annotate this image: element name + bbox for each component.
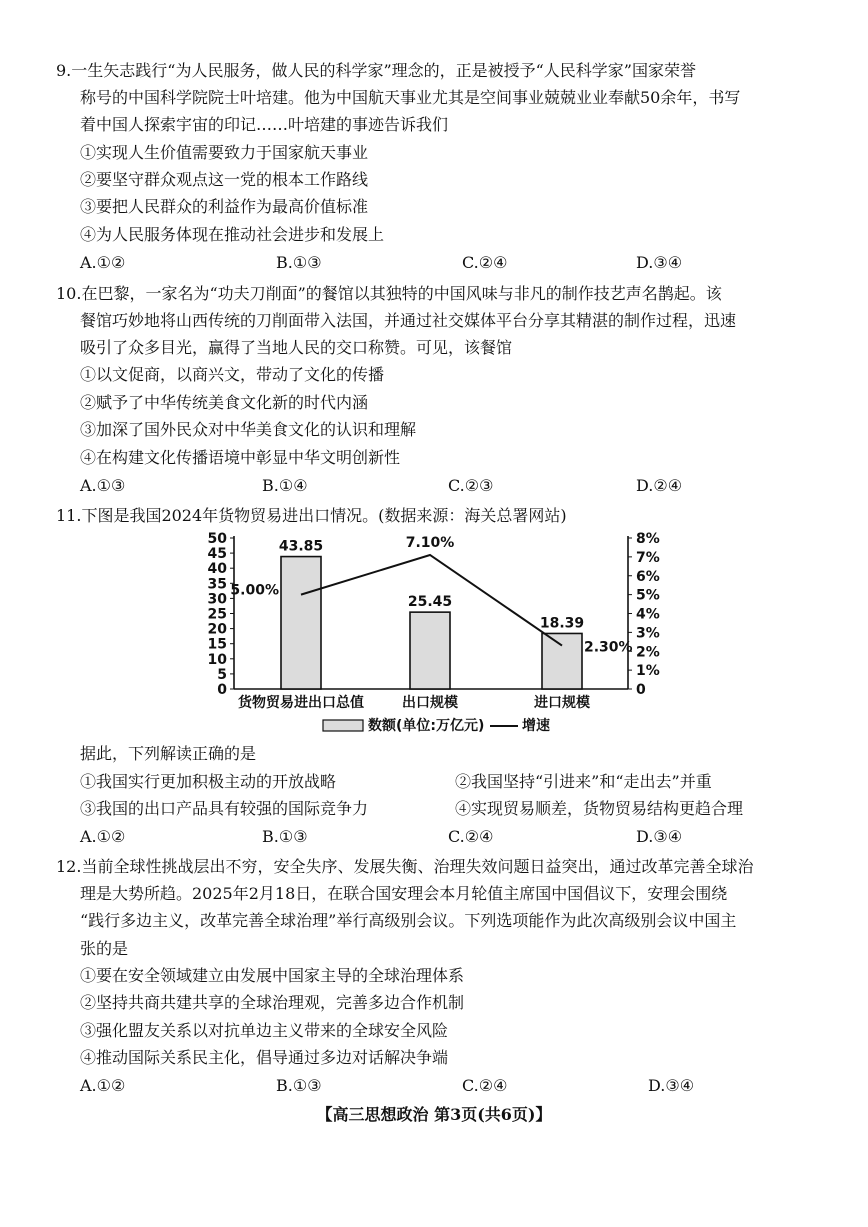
bar-value-label: 25.45 (407, 594, 453, 611)
q10-item-2: ②赋予了中华传统美食文化新的时代内涵 (80, 393, 369, 412)
q11-item-3: ③我国的出口产品具有较强的国际竞争力 (80, 799, 369, 818)
q9-item-1: ①实现人生价值需要致力于国家航天事业 (80, 143, 369, 162)
bar (410, 612, 450, 689)
right-tick-label: 2% (636, 644, 660, 661)
growth-value-label: 2.30% (584, 639, 633, 656)
growth-value-label: 7.10% (405, 534, 455, 551)
left-tick-label: 40 (207, 561, 227, 578)
q9-stem-line-2: 称号的中国科学院院士叶培建。他为中国航天事业尤其是空间事业兢兢业业奉献50余年，书写 (80, 88, 741, 107)
q12-item-2: ②坚持共商共建共享的全球治理观，完善多边合作机制 (80, 993, 465, 1012)
q9-option-c[interactable]: C.②④ (462, 253, 508, 272)
q11-after-chart: 据此，下列解读正确的是 (80, 744, 257, 763)
q10-item-4: ④在构建文化传播语境中彰显中华文明创新性 (80, 448, 401, 467)
q9-stem-line-1: 9.一生矢志践行“为人民服务，做人民的科学家”理念的，正是被授予“人民科学家”国家荣誉 (56, 61, 696, 80)
right-tick-label: 1% (636, 663, 660, 680)
left-tick-label: 20 (207, 621, 227, 638)
right-tick-label: 3% (636, 625, 660, 642)
bar-value-label: 18.39 (539, 615, 585, 632)
q12-option-b[interactable]: B.①③ (276, 1076, 322, 1095)
category-label: 出口规模 (402, 695, 458, 711)
legend-line-label: 增速 (522, 718, 550, 734)
q10-option-d[interactable]: D.②④ (636, 476, 683, 495)
bar (542, 633, 582, 689)
q11-item-4: ④实现贸易顺差，货物贸易结构更趋合理 (455, 799, 744, 818)
legend-bar-label: 数额(单位:万亿元) (368, 718, 485, 734)
left-tick-label: 45 (207, 546, 227, 563)
q11-item-1: ①我国实行更加积极主动的开放战略 (80, 772, 337, 791)
q9-item-3: ③要把人民群众的利益作为最高价值标准 (80, 197, 369, 216)
growth-line (301, 555, 562, 646)
left-tick-label: 0 (217, 682, 227, 698)
q10-stem-line-1: 10.在巴黎，一家名为“功夫刀削面”的餐馆以其独特的中国风味与非凡的制作技艺声名鹊起。该 (56, 284, 722, 303)
q10-stem-line-2: 餐馆巧妙地将山西传统的刀削面带入法国，并通过社交媒体平台分享其精湛的制作过程，迅速 (80, 311, 737, 330)
q11-option-c[interactable]: C.②④ (448, 827, 494, 846)
q11-stem-line-1: 11.下图是我国2024年货物贸易进出口情况。(数据来源：海关总署网站) (56, 506, 567, 525)
q10-stem-line-3: 吸引了众多目光，赢得了当地人民的交口称赞。可见，该餐馆 (80, 338, 513, 357)
q10-option-c[interactable]: C.②③ (448, 476, 494, 495)
chart-root (208, 531, 660, 734)
q10-option-a[interactable]: A.①③ (80, 476, 126, 495)
legend-bar-swatch (323, 720, 363, 731)
q12-item-4: ④推动国际关系民主化，倡导通过多边对话解决争端 (80, 1048, 449, 1067)
q10-item-1: ①以文促商，以商兴文，带动了文化的传播 (80, 365, 385, 384)
left-tick-label: 15 (207, 636, 227, 653)
left-tick-label: 30 (207, 591, 227, 608)
bar (281, 557, 321, 689)
left-tick-label: 5 (217, 666, 227, 683)
right-tick-label: 6% (636, 568, 660, 585)
q11-item-2: ②我国坚持“引进来”和“走出去”并重 (455, 772, 712, 791)
q9-item-4: ④为人民服务体现在推动社会进步和发展上 (80, 225, 385, 244)
page-footer: 【高三思想政治 第3页(共6页)】 (316, 1105, 552, 1124)
category-label: 进口规模 (534, 695, 590, 711)
left-tick-label: 35 (207, 576, 227, 593)
q12-item-1: ①要在安全领域建立由发展中国家主导的全球治理体系 (80, 966, 465, 985)
left-tick-label: 10 (207, 651, 227, 668)
right-tick-label: 4% (636, 606, 660, 623)
q9-option-b[interactable]: B.①③ (276, 253, 322, 272)
growth-value-label: 5.00% (230, 582, 279, 599)
q12-stem-line-1: 12.当前全球性挑战层出不穷，安全失序、发展失衡、治理失效问题日益突出，通过改革完善全球治 (56, 857, 754, 876)
q12-option-c[interactable]: C.②④ (462, 1076, 508, 1095)
q9-stem-line-3: 着中国人探索宇宙的印记……叶培建的事迹告诉我们 (80, 115, 449, 134)
q12-stem-line-4: 张的是 (80, 939, 129, 958)
q11-option-a[interactable]: A.①② (80, 827, 126, 846)
q10-item-3: ③加深了国外民众对中华美食文化的认识和理解 (80, 420, 417, 439)
q9-item-2: ②要坚守群众观点这一党的根本工作路线 (80, 170, 369, 189)
q9-option-a[interactable]: A.①② (80, 253, 126, 272)
q12-option-d[interactable]: D.③④ (648, 1076, 695, 1095)
category-label: 货物贸易进出口总值 (238, 695, 364, 711)
right-tick-label: 8% (636, 531, 660, 547)
bar-value-label: 43.85 (278, 538, 324, 555)
q11-option-b[interactable]: B.①③ (262, 827, 308, 846)
q11-option-d[interactable]: D.③④ (636, 827, 683, 846)
q12-option-a[interactable]: A.①② (80, 1076, 126, 1095)
q10-option-b[interactable]: B.①④ (262, 476, 308, 495)
left-tick-label: 25 (207, 606, 227, 623)
q9-option-d[interactable]: D.③④ (636, 253, 683, 272)
right-tick-label: 7% (636, 549, 660, 566)
q12-stem-line-2: 理是大势所趋。2025年2月18日，在联合国安理会本月轮值主席国中国倡议下，安理会围绕 (80, 884, 728, 903)
q12-item-3: ③强化盟友关系以对抗单边主义带来的全球安全风险 (80, 1021, 449, 1040)
left-tick-label: 50 (207, 531, 227, 547)
q12-stem-line-3: “践行多边主义，改革完善全球治理”举行高级别会议。下列选项能作为此次高级别会议中国主 (80, 911, 737, 930)
right-tick-label: 5% (636, 587, 660, 604)
right-tick-label: 0 (636, 682, 646, 698)
